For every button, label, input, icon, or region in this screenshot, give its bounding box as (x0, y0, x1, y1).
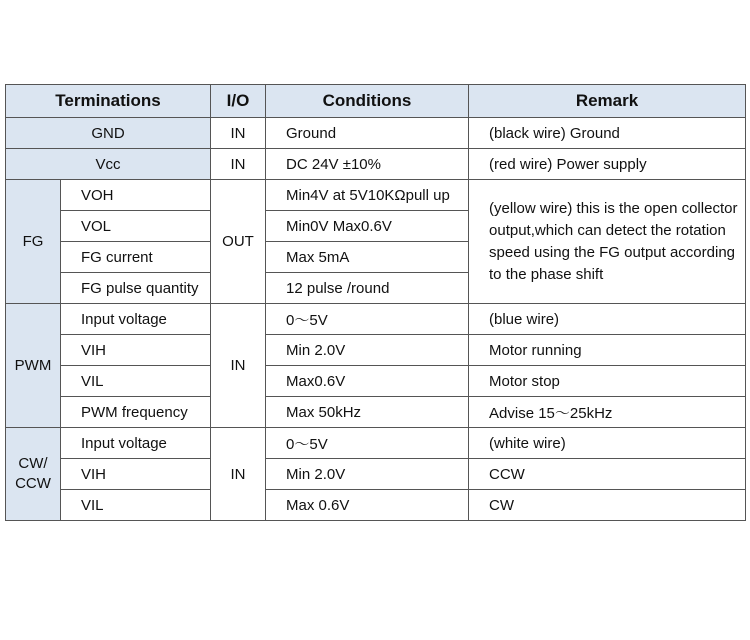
cw-condition: 0～5V (266, 428, 469, 459)
header-remark: Remark (469, 85, 746, 118)
fg-condition: Min0V Max0.6V (266, 211, 469, 242)
pwm-label: VIH (61, 335, 211, 366)
table-row (6, 304, 746, 335)
cw-label: VIL (61, 490, 211, 521)
table-row (6, 366, 746, 397)
pwm-remark: Advise 15～25kHz (469, 397, 746, 428)
vcc-remark: (red wire) Power supply (469, 149, 746, 180)
cw-label: Input voltage (61, 428, 211, 459)
cw-condition: Min 2.0V (266, 459, 469, 490)
cw-group-line1: CW/ (18, 455, 48, 472)
cw-io: IN (211, 428, 266, 521)
fg-condition: Min4V at 5V10KΩpull up (266, 180, 469, 211)
vcc-name: Vcc (6, 149, 211, 180)
cw-group-line2: CCW (15, 475, 51, 492)
table-row (6, 118, 746, 149)
vcc-io: IN (211, 149, 266, 180)
fg-label: FG pulse quantity (61, 273, 211, 304)
table-row (6, 335, 746, 366)
pwm-condition: 0～5V (266, 304, 469, 335)
table-row (6, 490, 746, 521)
pwm-io: IN (211, 304, 266, 428)
fg-condition: Max 5mA (266, 242, 469, 273)
pwm-label: Input voltage (61, 304, 211, 335)
fg-remark: (yellow wire) this is the open collector output,which can detect the rotation speed using the FG output according to the phase shift (469, 180, 746, 304)
header-conditions: Conditions (266, 85, 469, 118)
fg-group: FG (6, 180, 61, 304)
pwm-condition: Max0.6V (266, 366, 469, 397)
pwm-remark: (blue wire) (469, 304, 746, 335)
cw-remark: CCW (469, 459, 746, 490)
cw-group (6, 428, 61, 521)
cw-condition: Max 0.6V (266, 490, 469, 521)
pwm-label: VIL (61, 366, 211, 397)
pwm-condition: Max 50kHz (266, 397, 469, 428)
fg-label: FG current (61, 242, 211, 273)
table-row (6, 459, 746, 490)
cw-remark: (white wire) (469, 428, 746, 459)
pwm-label: PWM frequency (61, 397, 211, 428)
table-row (6, 180, 746, 211)
header-row (6, 85, 746, 118)
header-terminations: Terminations (6, 85, 211, 118)
table-row (6, 149, 746, 180)
table-row (6, 397, 746, 428)
fg-condition: 12 pulse /round (266, 273, 469, 304)
pwm-remark: Motor running (469, 335, 746, 366)
fg-label: VOL (61, 211, 211, 242)
fg-label: VOH (61, 180, 211, 211)
fg-io: OUT (211, 180, 266, 304)
spec-table (5, 84, 746, 521)
gnd-io: IN (211, 118, 266, 149)
pwm-remark: Motor stop (469, 366, 746, 397)
pwm-condition: Min 2.0V (266, 335, 469, 366)
header-io: I/O (211, 85, 266, 118)
vcc-condition: DC 24V ±10% (266, 149, 469, 180)
gnd-name: GND (6, 118, 211, 149)
pwm-group: PWM (6, 304, 61, 428)
gnd-remark: (black wire) Ground (469, 118, 746, 149)
cw-label: VIH (61, 459, 211, 490)
cw-remark: CW (469, 490, 746, 521)
table-row (6, 428, 746, 459)
gnd-condition: Ground (266, 118, 469, 149)
